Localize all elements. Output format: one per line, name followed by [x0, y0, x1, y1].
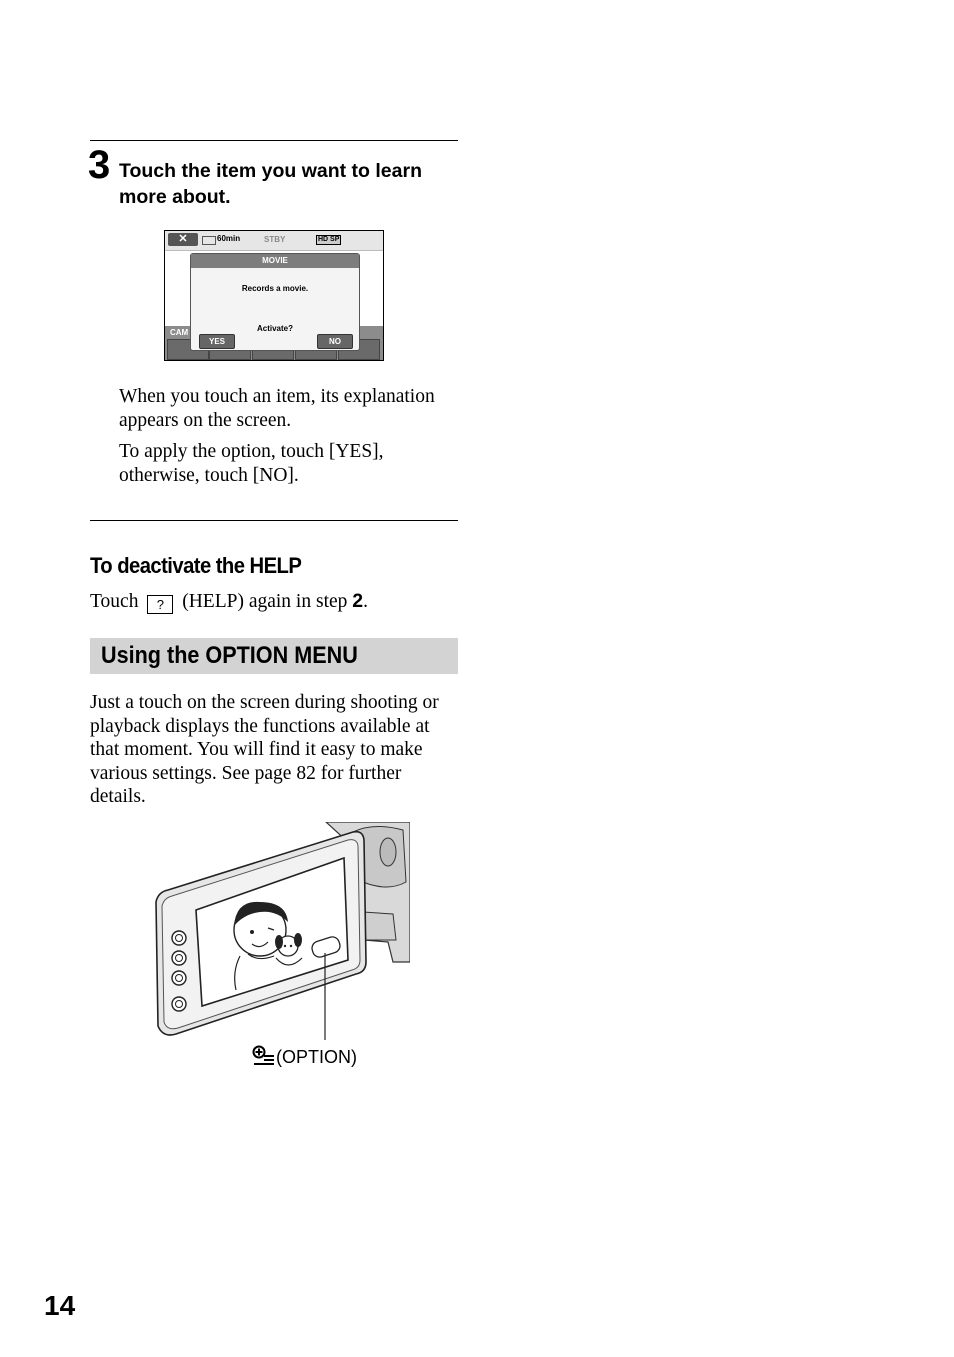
option-callout — [252, 1045, 357, 1068]
camcorder-illustration — [148, 822, 410, 1042]
top-rule — [90, 140, 458, 141]
dialog-question: Activate? — [256, 324, 293, 333]
camera-mode-label: CAM — [170, 328, 189, 337]
section-rule — [90, 520, 458, 521]
section-title: Using the OPTION MENU — [101, 642, 358, 669]
step-number: 3 — [88, 143, 111, 187]
dialog-message: Records a movie. — [241, 284, 309, 293]
option-menu-paragraph: Just a touch on the screen during shooting or playback displays the functions available at that moment. You will find it easy to make various settings. See page 82 for further details. — [90, 692, 439, 807]
option-label-text: (OPTION) — [276, 1047, 357, 1067]
dialog-title: MOVIE — [191, 254, 359, 268]
lcd-screen-illustration — [164, 230, 384, 361]
section-banner — [90, 638, 458, 674]
recording-status: STBY — [264, 235, 286, 244]
step-reference: 2 — [352, 590, 364, 612]
touch-prefix: Touch — [90, 591, 139, 612]
option-icon — [252, 1045, 276, 1067]
touch-suffix: . — [363, 591, 368, 612]
deactivate-instruction — [90, 589, 368, 614]
battery-icon — [202, 236, 216, 245]
page-number: 14 — [44, 1290, 76, 1321]
lcd-status-bar — [165, 231, 383, 251]
explanation-paragraph: When you touch an item, its explanation appears on the screen. — [119, 386, 435, 431]
help-dialog — [190, 253, 360, 351]
help-icon: ? — [147, 595, 173, 614]
no-button: NO — [317, 334, 353, 349]
battery-time: 60min — [217, 234, 241, 243]
yes-button: YES — [199, 334, 235, 349]
step-instruction: Touch the item you want to learn more about. — [119, 160, 422, 208]
quality-badge: HD SP — [318, 236, 340, 243]
close-icon: ✕ — [168, 233, 198, 246]
touch-middle: (HELP) again in step — [182, 591, 348, 612]
deactivate-heading: To deactivate the HELP — [90, 553, 302, 578]
apply-paragraph: To apply the option, touch [YES], otherwise, touch [NO]. — [119, 441, 384, 486]
